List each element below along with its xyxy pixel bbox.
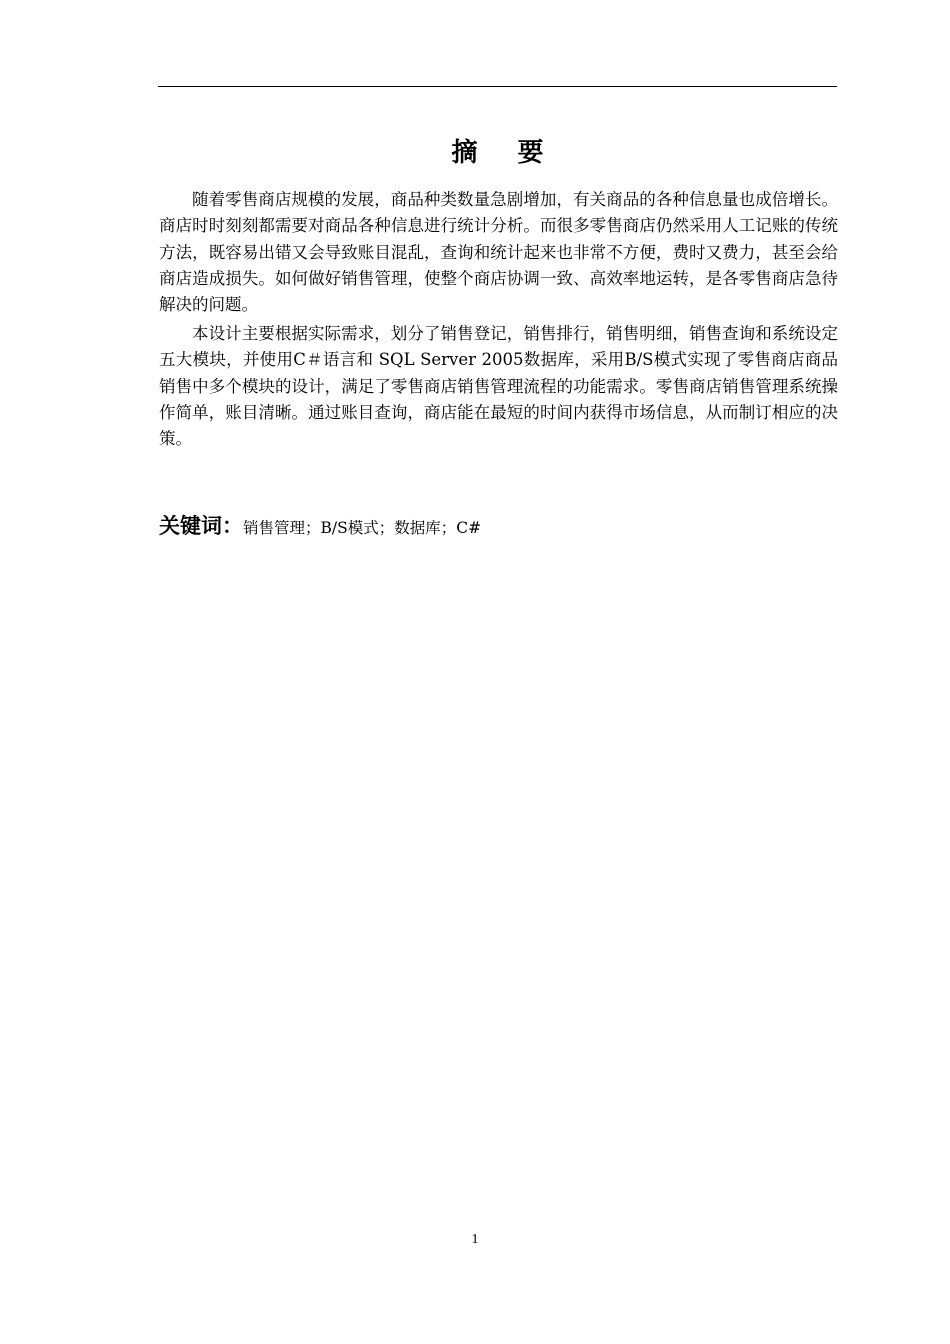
keywords-label: 关键词： [159,514,243,538]
abstract-title: 摘要 [451,138,584,168]
keywords-text: 销售管理；B/S模式；数据库；C# [243,519,482,537]
abstract-paragraph-2: 本设计主要根据实际需求，划分了销售登记，销售排行，销售明细，销售查询和系统设定五大模块，并使用C＃语言和 SQL Server 2005数据库，采用B/S模式实现了零售商店商品销售中多个模块的设计，满足了零售商店销售管理流程的功能需求。零售商店销售管理系统操作简单，账目清晰。通过账目查询，商店能在最短的时间内获得市场信息，从而制订相应的决策。 [159,324,838,449]
header-rule [158,86,837,87]
keywords-line [159,510,838,544]
page-number: 1 [471,1232,479,1247]
abstract-paragraph-1: 随着零售商店规模的发展，商品种类数量急剧增加，有关商品的各种信息量也成倍增长。商店时时刻刻都需要对商品各种信息进行统计分析。而很多零售商店仍然采用人工记账的传统方法，既容易出错又会导致账目混乱，查询和统计起来也非常不方便，费时又费力，甚至会给商店造成损失。如何做好销售管理，使整个商店协调一致、高效率地运转，是各零售商店急待解决的问题。 [159,190,838,315]
